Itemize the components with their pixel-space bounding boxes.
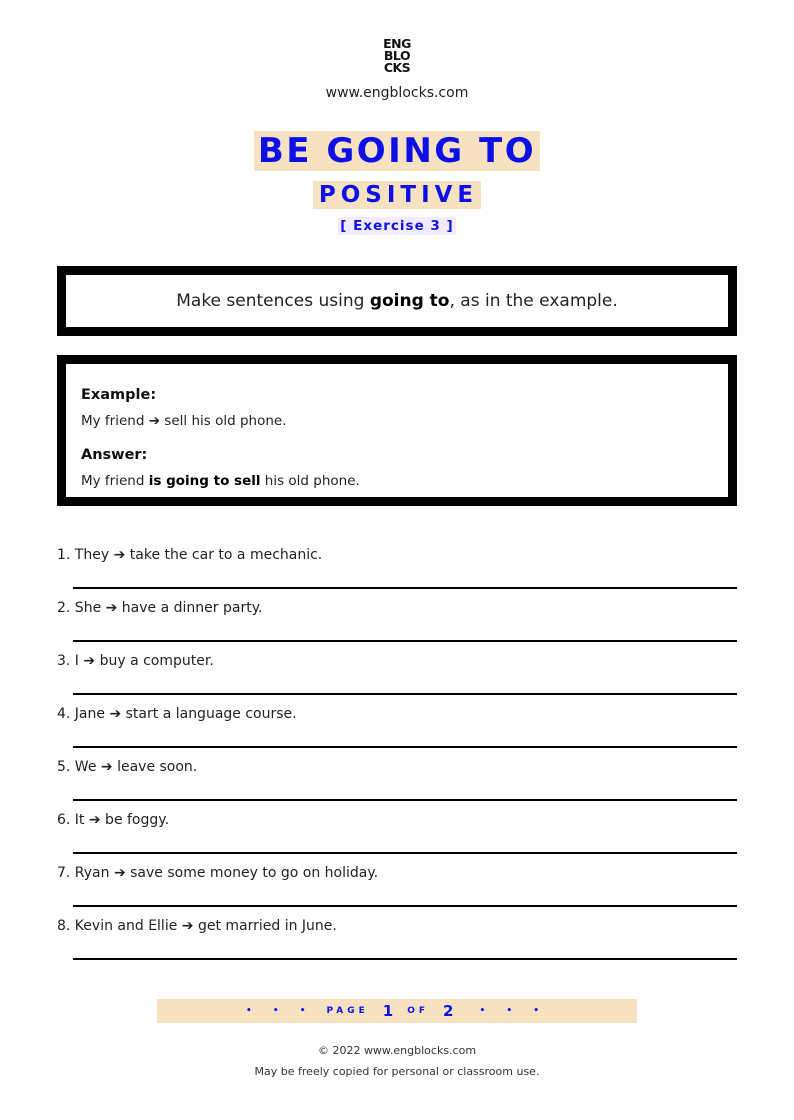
- subtitle-container: [0, 181, 794, 209]
- exercise-item-7: 7. Ryan ➔ save some money to go on holiday.: [57, 865, 379, 881]
- page-dots-right: • • •: [479, 1006, 549, 1016]
- site-url[interactable]: www.engblocks.com: [325, 85, 469, 101]
- answer-line-4[interactable]: [73, 746, 737, 748]
- exercise-item-6: 6. It ➔ be foggy.: [57, 812, 170, 828]
- instruction-box: [57, 266, 737, 336]
- logo-line: BLO: [383, 48, 411, 63]
- answer-line-7[interactable]: [73, 905, 737, 907]
- exercise-item-5: 5. We ➔ leave soon.: [57, 759, 198, 775]
- of-word: OF: [407, 1006, 430, 1016]
- instruction-text-after: , as in the example.: [449, 291, 618, 311]
- page-title: BE GOING TO: [254, 131, 540, 171]
- answer-text: [81, 473, 713, 490]
- answer-line-3[interactable]: [73, 693, 737, 695]
- answer-line-1[interactable]: [73, 587, 737, 589]
- exercise-item-2: 2. She ➔ have a dinner party.: [57, 600, 263, 616]
- example-heading: Example:: [81, 387, 157, 403]
- logo-line: CKS: [383, 60, 411, 75]
- answer-line-5[interactable]: [73, 799, 737, 801]
- copyright-text: © 2022 www.engblocks.com: [317, 1044, 477, 1057]
- title-container: [0, 131, 794, 171]
- example-text: My friend ➔ sell his old phone.: [81, 413, 287, 429]
- example-box: [57, 355, 737, 506]
- answer-line-6[interactable]: [73, 852, 737, 854]
- exercise-item-4: 4. Jane ➔ start a language course.: [57, 706, 297, 722]
- answer-text-bold: is going to sell: [148, 473, 261, 489]
- exercise-item-3: 3. I ➔ buy a computer.: [57, 653, 214, 669]
- page-number: 1: [382, 1002, 394, 1020]
- instruction-text-bold: going to: [369, 291, 450, 311]
- page-subtitle: POSITIVE: [313, 181, 481, 209]
- page-dots-left: • • •: [245, 1006, 315, 1016]
- exercise-label: [ Exercise 3 ]: [340, 218, 454, 234]
- answer-text-before: My friend: [81, 473, 149, 489]
- logo-line: ENG: [383, 36, 411, 51]
- engblocks-logo: [377, 38, 417, 74]
- answer-heading: Answer:: [81, 447, 148, 463]
- answer-text-after: his old phone.: [260, 473, 360, 489]
- instruction-text-before: Make sentences using: [176, 291, 370, 311]
- instruction-text: [176, 291, 618, 311]
- answer-line-2[interactable]: [73, 640, 737, 642]
- exercise-label-container: [0, 215, 794, 235]
- exercise-item-8: 8. Kevin and Ellie ➔ get married in June.: [57, 918, 337, 934]
- license-text: May be freely copied for personal or classroom use.: [254, 1065, 540, 1078]
- exercise-item-1: 1. They ➔ take the car to a mechanic.: [57, 547, 323, 563]
- page-indicator: [157, 999, 637, 1023]
- page-total: 2: [443, 1002, 454, 1020]
- answer-line-8[interactable]: [73, 958, 737, 960]
- page-word: PAGE: [326, 1006, 369, 1016]
